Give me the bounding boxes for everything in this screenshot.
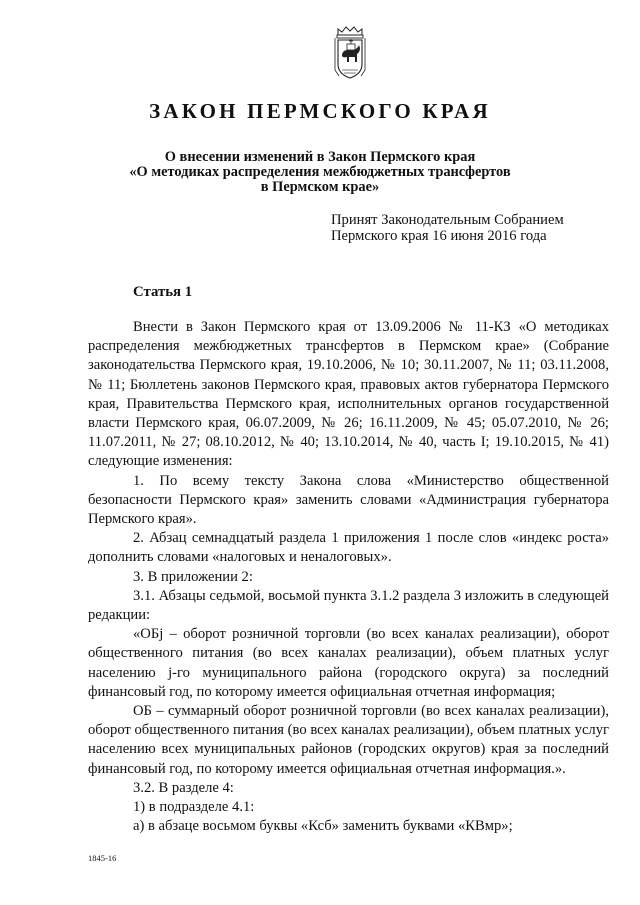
paragraph: ОБ – суммарный оборот розничной торговли (во всех каналах реализации), оборот общественного питания (во всех каналах реализации), объем платных услуг населению всех муниципальных районов (городских округов) края за последний финансовый год, по которому имеется официальная отчетная информация.». bbox=[88, 703, 609, 777]
paragraph: 1) в подразделе 4.1: bbox=[133, 799, 255, 816]
subtitle-line: О внесении изменений в Закон Пермского края bbox=[164, 149, 476, 165]
paragraph: а) в абзаце восьмом буквы «Ксб» заменить буквами «КВмр»; bbox=[133, 818, 513, 835]
paragraph: «ОБj – оборот розничной торговли (во всех каналах реализации), оборот общественного питания (во всех каналах реализации), объем платных услуг населению j-го муниципального района (городского округа) за последний финансовый год, по которому имеется официальная отчетная информация; bbox=[88, 626, 609, 700]
adoption-line: Принят Законодательным Собранием bbox=[331, 212, 564, 228]
law-title: ЗАКОН ПЕРМСКОГО КРАЯ bbox=[149, 99, 491, 123]
paragraph: 2. Абзац семнадцатый раздела 1 приложения 1 после слов «индекс роста» дополнить словами «налоговых и неналоговых». bbox=[88, 530, 609, 566]
paragraph: 3.2. В разделе 4: bbox=[133, 779, 234, 796]
subtitle-line: «О методиках распределения межбюджетных трансфертов bbox=[129, 164, 511, 180]
paragraph: 3. В приложении 2: bbox=[133, 568, 253, 585]
document-code: 1845-16 bbox=[88, 853, 117, 863]
paragraph: 3.1. Абзацы седьмой, восьмой пункта 3.1.2 раздела 3 изложить в следующей редакции: bbox=[88, 587, 609, 624]
article-body bbox=[88, 318, 609, 836]
adoption-note bbox=[331, 212, 564, 244]
perm-krai-coat-of-arms-icon bbox=[330, 26, 370, 82]
paragraph: Внести в Закон Пермского края от 13.09.2006 № 11-КЗ «О методиках распределения межбюджетных трансфертов в Пермском крае» (Собрание законодательства Пермского края, 19.10.2006, № 10; 30.11.2007, № 11; 03.11.2008, № 11; Бюллетень законов Пермского края, правовых актов губернатора Пермского края, Правительства Пермского края, исполнительных органов государственной власти Пермского края, 06.07.2009, № 26; 16.11.2009, № 45; 05.07.2010, № 26; 11.07.2011, № 27; 08.10.2012, № 40; 13.10.2014, № 40, часть I; 19.10.2015, № 41) следующие изменения: bbox=[88, 319, 609, 470]
adoption-line: Пермского края 16 июня 2016 года bbox=[331, 228, 547, 244]
subtitle-line: в Пермском крае» bbox=[260, 179, 380, 195]
article-heading: Статья 1 bbox=[133, 284, 193, 300]
paragraph: 1. По всему тексту Закона слова «Министерство общественной безопасности Пермского края» заменить словами «Администрация губернатора Пермского края». bbox=[88, 472, 609, 528]
law-subtitle bbox=[0, 150, 640, 195]
